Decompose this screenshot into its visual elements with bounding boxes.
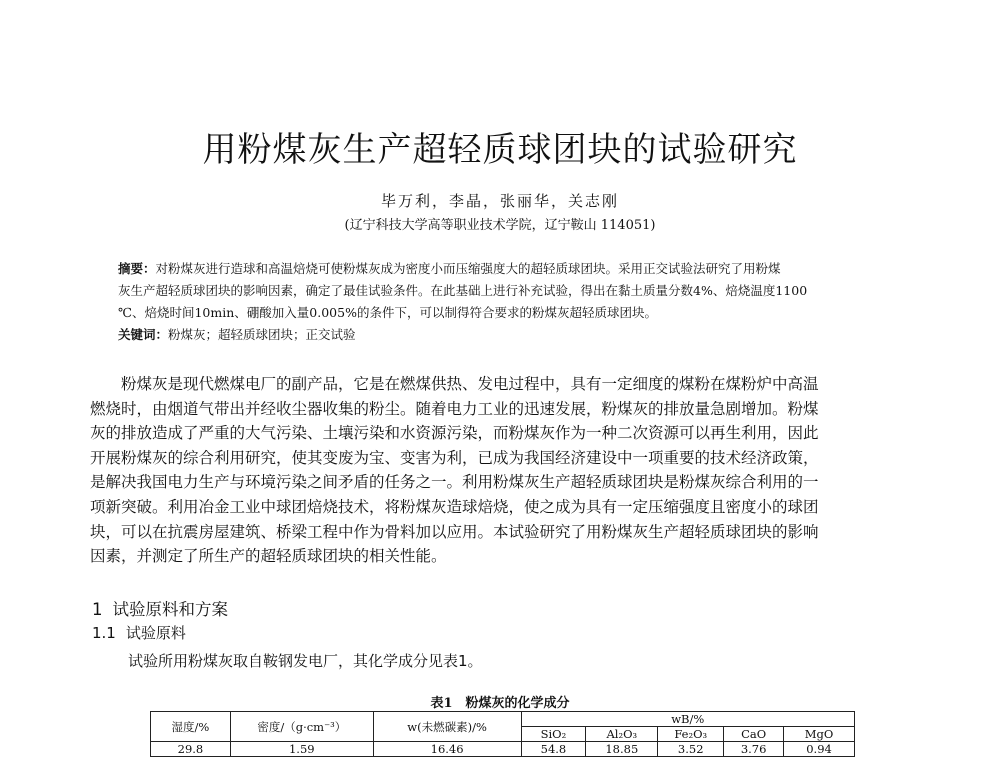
header-fe2o3: Fe₂O₃: [658, 727, 724, 742]
cell-unburned-carbon: 16.46: [373, 742, 521, 757]
body-line: 因素，并测定了所生产的超轻质球团块的相关性能。: [90, 547, 447, 566]
header-sio2: SiO₂: [521, 727, 586, 742]
cell-fe2o3: 3.52: [658, 742, 724, 757]
header-mgo: MgO: [784, 727, 855, 742]
body-paragraph: [90, 372, 932, 569]
cell-al2o3: 18.85: [586, 742, 658, 757]
intro-text: 试验所用粉煤灰取自鞍钢发电厂，其化学成分见表1。: [128, 652, 483, 670]
paper-authors: 毕万利，李晶，张丽华，关志刚: [380, 192, 619, 210]
chemical-composition-table: [150, 711, 855, 757]
paper-affiliation: (辽宁科技大学高等职业技术学院，辽宁鞍山 114051): [344, 218, 656, 233]
header-cao: CaO: [724, 727, 784, 742]
abstract-line: 灰生产超轻质球团块的影响因素，确定了最佳试验条件。在此基础上进行补充试验，得出在黏土质量分数4%、焙烧温度1100: [118, 283, 808, 298]
body-line: 项新突破。利用冶金工业中球团焙烧技术，将粉煤灰造球焙烧，使之成为具有一定压缩强度且密度小的球团: [90, 497, 819, 516]
keywords-line: [118, 324, 928, 346]
abstract: [118, 258, 928, 346]
subsection-number: 1.1: [92, 624, 116, 642]
table-caption: 表1 粉煤灰的化学成分: [430, 696, 570, 711]
abstract-line: ℃、焙烧时间10min、硼酸加入量0.005%的条件下，可以制得符合要求的粉煤灰超轻质球团块。: [118, 305, 657, 320]
cell-moisture: 29.8: [151, 742, 231, 757]
section-heading: [92, 596, 228, 620]
table-row: [151, 742, 855, 757]
body-line: 块，可以在抗震房屋建筑、桥梁工程中作为骨料加以应用。本试验研究了用粉煤灰生产超轻质球团块的影响: [90, 522, 819, 541]
subsection-heading: [92, 622, 186, 643]
section-title: 试验原料和方案: [112, 600, 228, 619]
subsection-title: 试验原料: [125, 624, 186, 642]
cell-cao: 3.76: [724, 742, 784, 757]
abstract-text: 对粉煤灰进行造球和高温焙烧可使粉煤灰成为密度小而压缩强度大的超轻质球团块。采用正交试验法研究了用粉煤: [155, 261, 781, 276]
cell-density: 1.59: [230, 742, 373, 757]
body-line: 开展粉煤灰的综合利用研究，使其变废为宝、变害为利，已成为我国经济建设中一项重要的技术经济政策，: [90, 448, 819, 467]
keywords-label: 关键词：: [118, 327, 169, 342]
cell-mgo: 0.94: [784, 742, 855, 757]
abstract-line: [118, 258, 928, 280]
body-line: 粉煤灰是现代燃煤电厂的副产品，它是在燃煤供热、发电过程中，具有一定细度的煤粉在煤粉炉中高温: [90, 375, 819, 393]
body-line: 是解决我国电力生产与环境污染之间矛盾的任务之一。利用粉煤灰生产超轻质球团块是粉煤灰综合利用的一: [90, 473, 819, 492]
abstract-label: 摘要：: [118, 261, 156, 276]
keywords-text: 粉煤灰；超轻质球团块；正交试验: [168, 327, 356, 342]
section-number: 1: [92, 600, 103, 619]
paper-title: 用粉煤灰生产超轻质球团块的试验研究: [202, 130, 798, 170]
header-mass-fraction-group: wB/%: [521, 712, 855, 727]
header-moisture: 湿度/%: [151, 712, 231, 742]
header-density: 密度/（g·cm⁻³）: [230, 712, 373, 742]
header-al2o3: Al₂O₃: [586, 727, 658, 742]
body-line: 燃烧时，由烟道气带出并经收尘器收集的粉尘。随着电力工业的迅速发展，粉煤灰的排放量急剧增加。粉煤: [90, 399, 819, 418]
cell-sio2: 54.8: [521, 742, 586, 757]
body-line: 灰的排放造成了严重的大气污染、土壤污染和水资源污染，而粉煤灰作为一种二次资源可以再生利用，因此: [90, 424, 819, 443]
header-unburned-carbon: w(未燃碳素)/%: [373, 712, 521, 742]
